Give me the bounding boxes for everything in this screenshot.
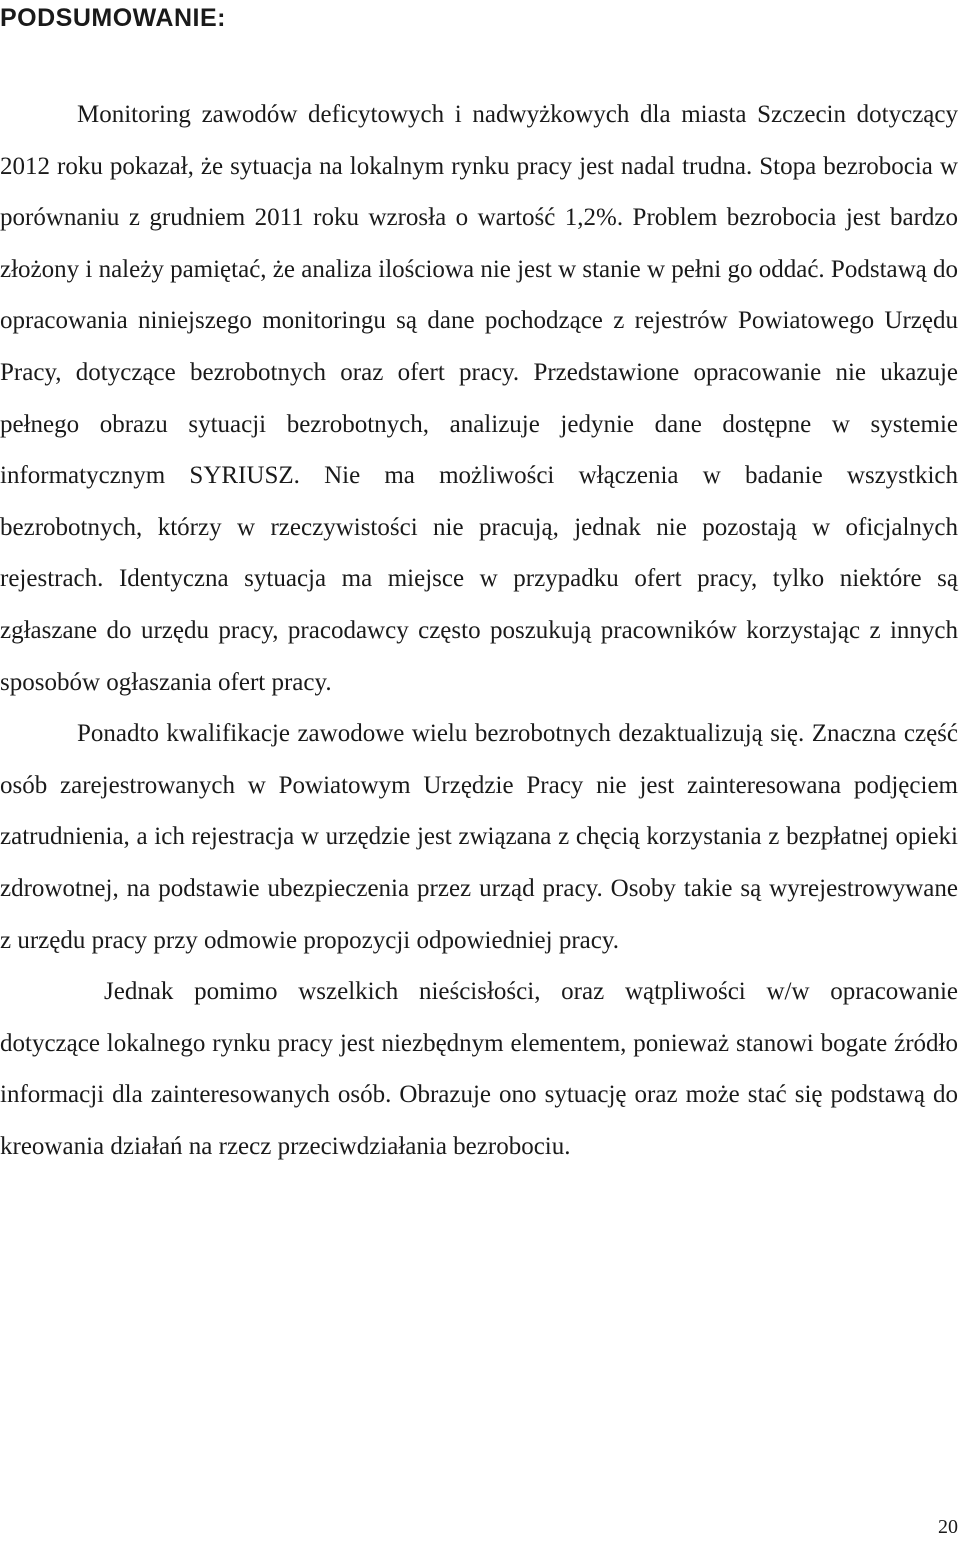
page-number: 20 (938, 1516, 958, 1538)
section-heading: PODSUMOWANIE: (0, 4, 226, 32)
paragraph-conclusion: Jednak pomimo wszelkich nieścisłości, oraz wątpliwości w/w opracowanie dotyczące lokalnego rynku pracy jest niezbędnym elementem, ponieważ stanowi bogate źródło informacji dla zainteresowanych osób. Obrazuje ono sytuację oraz może stać się podstawą do kreowania działań na rzecz przeciwdziałania bezrobociu. (0, 978, 958, 1160)
body-text (0, 89, 958, 1172)
paragraph-qualifications: Ponadto kwalifikacje zawodowe wielu bezrobotnych dezaktualizują się. Znaczna część osób zarejestrowanych w Powiatowym Urzędzie Pracy nie jest zainteresowana podjęciem zatrudnienia, a ich rejestracja w urzędzie jest związana z chęcią korzystania z bezpłatnej opieki zdrowotnej, na podstawie ubezpieczenia przez urząd pracy. Osoby takie są wyrejestrowywane z urzędu pracy przy odmowie propozycji odpowiedniej pracy. (0, 720, 958, 954)
paragraph-monitoring: Monitoring zawodów deficytowych i nadwyżkowych dla miasta Szczecin dotyczący 2012 roku pokazał, że sytuacja na lokalnym rynku pracy jest nadal trudna. Stopa bezrobocia w porównaniu z grudniem 2011 roku wzrosła o wartość 1,2%. Problem bezrobocia jest bardzo złożony i należy pamiętać, że analiza ilościowa nie jest w stanie w pełni go oddać. Podstawą do opracowania niniejszego monitoringu są dane pochodzące z rejestrów Powiatowego Urzędu Pracy, dotyczące bezrobotnych oraz ofert pracy. Przedstawione opracowanie nie ukazuje pełnego obrazu sytuacji bezrobotnych, analizuje jedynie dane dostępne w systemie informatycznym SYRIUSZ. Nie ma możliwości włączenia w badanie wszystkich bezrobotnych, którzy w rzeczywistości nie pracują, jednak nie pozostają w oficjalnych rejestrach. Identyczna sytuacja ma miejsce w przypadku ofert pracy, tylko niektóre są zgłaszane do urzędu pracy, pracodawcy często poszukują pracowników korzystając z innych sposobów ogłaszania ofert pracy. (0, 101, 959, 696)
